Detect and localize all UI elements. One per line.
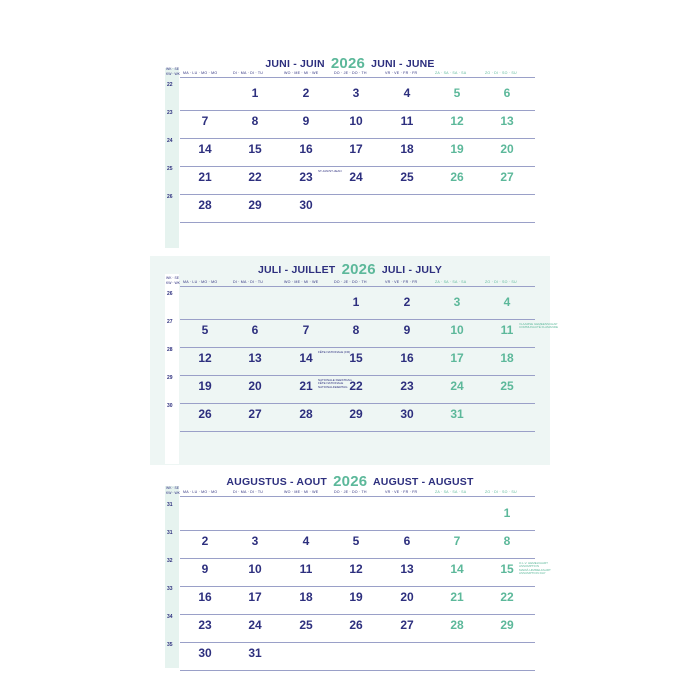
day-cell[interactable]: 10 xyxy=(349,114,363,128)
day-cell[interactable]: 16 xyxy=(198,590,212,604)
day-cell[interactable]: 13 xyxy=(400,562,414,576)
row-divider xyxy=(180,347,535,348)
day-cell[interactable]: 16 xyxy=(400,351,414,365)
row-divider xyxy=(180,586,535,587)
row-divider xyxy=(180,530,535,531)
week-column-header: WK · SE KW · WK xyxy=(166,276,180,285)
week-number: 27 xyxy=(167,319,173,325)
week-row xyxy=(150,403,550,434)
day-cell[interactable]: 7 xyxy=(453,534,461,548)
day-cell[interactable]: 28 xyxy=(299,407,313,421)
day-cell[interactable]: 24 xyxy=(248,618,262,632)
day-cell[interactable]: 20 xyxy=(400,590,414,604)
day-cell[interactable]: 18 xyxy=(500,351,514,365)
week-row xyxy=(150,558,551,589)
row-divider xyxy=(180,614,535,615)
day-cell[interactable]: 14 xyxy=(299,351,313,365)
week-number: 35 xyxy=(167,642,173,648)
header-divider xyxy=(180,496,535,497)
week-column-header: WK · SE KW · WK xyxy=(166,67,180,76)
day-cell[interactable]: 1 xyxy=(352,295,360,309)
week-row xyxy=(150,614,550,645)
day-cell[interactable]: 30 xyxy=(299,198,313,212)
day-cell[interactable]: 30 xyxy=(400,407,414,421)
week-row xyxy=(150,110,550,141)
day-cell[interactable]: 25 xyxy=(400,170,414,184)
week-number: 24 xyxy=(167,138,173,144)
week-number: 31 xyxy=(167,530,173,536)
day-cell[interactable]: 6 xyxy=(251,323,259,337)
row-divider xyxy=(180,194,535,195)
day-cell[interactable]: 26 xyxy=(198,407,212,421)
day-cell[interactable]: 1 xyxy=(251,86,259,100)
day-header: ZO · DI · SO · SU xyxy=(485,71,517,75)
day-cell[interactable]: 3 xyxy=(453,295,461,309)
day-cell[interactable]: 24 xyxy=(349,170,363,184)
day-cell[interactable]: 3 xyxy=(352,86,360,100)
day-header: DO · JE · DO · TH xyxy=(334,71,367,75)
week-row xyxy=(150,642,550,673)
day-cell[interactable]: 4 xyxy=(503,295,511,309)
day-cell[interactable]: 23 xyxy=(400,379,414,393)
holiday-note: NATIONALE FEESTDAG FÊTE NATIONALE NATIONALFEIERTAG xyxy=(318,378,352,389)
row-divider xyxy=(180,319,535,320)
month-title: JUNI - JUIN 2026 JUNI - JUNE xyxy=(265,55,435,72)
row-divider xyxy=(180,403,535,404)
holiday-note: VLAAMSE GEMEENSCHAP COMMUNAUTÉ FLAMANDE xyxy=(519,322,559,330)
day-cell[interactable]: 16 xyxy=(299,142,313,156)
day-cell[interactable]: 20 xyxy=(248,379,262,393)
header-divider xyxy=(180,77,535,78)
day-cell[interactable]: 5 xyxy=(201,323,209,337)
day-cell[interactable]: 8 xyxy=(503,534,511,548)
day-cell[interactable]: 2 xyxy=(201,534,209,548)
day-cell[interactable]: 7 xyxy=(302,323,310,337)
day-cell[interactable]: 22 xyxy=(500,590,514,604)
week-row xyxy=(150,291,550,322)
day-header: WO · ME · MI · WE xyxy=(284,490,319,494)
day-header: VR · VE · FR · FR xyxy=(385,490,418,494)
week-number: 26 xyxy=(167,291,173,297)
day-header: DI · MA · DI · TU xyxy=(233,490,264,494)
day-cell[interactable]: 4 xyxy=(302,534,310,548)
day-cell[interactable]: 14 xyxy=(198,142,212,156)
week-row xyxy=(150,375,550,406)
day-cell[interactable]: 2 xyxy=(403,295,411,309)
week-row xyxy=(150,347,550,378)
day-cell[interactable]: 31 xyxy=(450,407,464,421)
week-row xyxy=(150,166,550,197)
day-cell[interactable]: 26 xyxy=(450,170,464,184)
day-header: DI · MA · DI · TU xyxy=(233,280,264,284)
day-cell[interactable]: 15 xyxy=(500,562,514,576)
week-number: 34 xyxy=(167,614,173,620)
day-cell[interactable]: 30 xyxy=(198,646,212,660)
day-cell[interactable]: 19 xyxy=(349,590,363,604)
day-header: DO · JE · DO · TH xyxy=(334,490,367,494)
day-cell[interactable]: 21 xyxy=(299,379,313,393)
day-cell[interactable]: 25 xyxy=(500,379,514,393)
week-row xyxy=(150,502,550,533)
day-cell[interactable]: 19 xyxy=(198,379,212,393)
holiday-note: ST-JAN/ST-JEAN xyxy=(318,169,342,173)
day-cell[interactable]: 28 xyxy=(450,618,464,632)
week-number: 32 xyxy=(167,558,173,564)
day-header: ZO · DI · SO · SU xyxy=(485,280,517,284)
day-cell[interactable]: 28 xyxy=(198,198,212,212)
day-cell[interactable]: 27 xyxy=(500,170,514,184)
day-cell[interactable]: 14 xyxy=(450,562,464,576)
header-divider xyxy=(180,286,535,287)
day-cell[interactable]: 24 xyxy=(450,379,464,393)
day-cell[interactable]: 8 xyxy=(352,323,360,337)
week-number: 23 xyxy=(167,110,173,116)
day-cell[interactable]: 11 xyxy=(500,323,514,337)
week-row xyxy=(150,319,559,350)
row-divider xyxy=(180,138,535,139)
day-cell[interactable]: 25 xyxy=(299,618,313,632)
week-number: 31 xyxy=(167,502,173,508)
holiday-note: FÊTE NATIONALE (FR) xyxy=(318,350,351,354)
day-cell[interactable]: 15 xyxy=(248,142,262,156)
day-cell[interactable]: 15 xyxy=(349,351,363,365)
day-cell[interactable]: 11 xyxy=(299,562,313,576)
day-header: WO · ME · MI · WE xyxy=(284,280,319,284)
day-cell[interactable]: 13 xyxy=(248,351,262,365)
week-row xyxy=(150,530,550,561)
week-row xyxy=(150,194,550,225)
row-divider xyxy=(180,431,535,432)
week-number: 29 xyxy=(167,375,173,381)
row-divider xyxy=(180,670,535,671)
day-cell[interactable]: 9 xyxy=(403,323,411,337)
month-august xyxy=(150,468,550,668)
month-title: AUGUSTUS - AOUT 2026 AUGUST - AUGUST xyxy=(226,473,474,490)
day-header: ZA · SA · SA · SA xyxy=(435,280,467,284)
week-row xyxy=(150,82,550,113)
day-cell[interactable]: 27 xyxy=(400,618,414,632)
day-cell[interactable]: 11 xyxy=(400,114,414,128)
day-cell[interactable]: 2 xyxy=(302,86,310,100)
day-cell[interactable]: 18 xyxy=(299,590,313,604)
day-cell[interactable]: 9 xyxy=(201,562,209,576)
day-cell[interactable]: 17 xyxy=(450,351,464,365)
day-cell[interactable]: 29 xyxy=(248,198,262,212)
week-number: 33 xyxy=(167,586,173,592)
month-june xyxy=(150,50,550,252)
week-number: 28 xyxy=(167,347,173,353)
week-column-header: WK · SE KW · WK xyxy=(166,486,180,495)
day-cell[interactable]: 12 xyxy=(198,351,212,365)
day-cell[interactable]: 10 xyxy=(450,323,464,337)
day-cell[interactable]: 6 xyxy=(503,86,511,100)
day-cell[interactable]: 5 xyxy=(453,86,461,100)
day-cell[interactable]: 31 xyxy=(248,646,262,660)
day-header: MA · LU · MO · MO xyxy=(183,490,218,494)
day-header: VR · VE · FR · FR xyxy=(385,71,418,75)
day-cell[interactable]: 9 xyxy=(302,114,310,128)
day-header: ZA · SA · SA · SA xyxy=(435,490,467,494)
day-cell[interactable]: 22 xyxy=(248,170,262,184)
day-cell[interactable]: 26 xyxy=(349,618,363,632)
day-cell[interactable]: 21 xyxy=(450,590,464,604)
week-number: 25 xyxy=(167,166,173,172)
month-title: JULI - JUILLET 2026 JULI - JULY xyxy=(257,261,443,278)
week-row xyxy=(150,586,550,617)
day-header: WO · ME · MI · WE xyxy=(284,71,319,75)
day-cell[interactable]: 17 xyxy=(248,590,262,604)
day-header: DO · JE · DO · TH xyxy=(334,280,367,284)
month-july xyxy=(150,256,559,465)
day-cell[interactable]: 18 xyxy=(400,142,414,156)
day-cell[interactable]: 21 xyxy=(198,170,212,184)
day-cell[interactable]: 20 xyxy=(500,142,514,156)
day-header: MA · LU · MO · MO xyxy=(183,71,218,75)
row-divider xyxy=(180,375,535,376)
day-cell[interactable]: 19 xyxy=(450,142,464,156)
day-cell[interactable]: 27 xyxy=(248,407,262,421)
day-header: DI · MA · DI · TU xyxy=(233,71,264,75)
day-cell[interactable]: 23 xyxy=(299,170,313,184)
day-cell[interactable]: 7 xyxy=(201,114,209,128)
day-cell[interactable]: 8 xyxy=(251,114,259,128)
week-number: 22 xyxy=(167,82,173,88)
row-divider xyxy=(180,558,535,559)
day-header: ZA · SA · SA · SA xyxy=(435,71,467,75)
holiday-note: O.L.V. HEMELVAART ASSOMPTION MARIÄ HIMMELFAHRT ASSUMPTION DAY xyxy=(519,561,551,576)
day-cell[interactable]: 17 xyxy=(349,142,363,156)
day-cell[interactable]: 3 xyxy=(251,534,259,548)
day-header: VR · VE · FR · FR xyxy=(385,280,418,284)
week-row xyxy=(150,138,550,169)
day-cell[interactable]: 4 xyxy=(403,86,411,100)
row-divider xyxy=(180,642,535,643)
day-header: ZO · DI · SO · SU xyxy=(485,490,517,494)
row-divider xyxy=(180,110,535,111)
day-header: MA · LU · MO · MO xyxy=(183,280,218,284)
day-cell[interactable]: 12 xyxy=(450,114,464,128)
row-divider xyxy=(180,166,535,167)
day-cell[interactable]: 22 xyxy=(349,379,363,393)
day-cell[interactable]: 23 xyxy=(198,618,212,632)
week-number: 26 xyxy=(167,194,173,200)
day-cell[interactable]: 1 xyxy=(503,506,511,520)
week-number: 30 xyxy=(167,403,173,409)
day-cell[interactable]: 29 xyxy=(500,618,514,632)
day-cell[interactable]: 5 xyxy=(352,534,360,548)
day-cell[interactable]: 6 xyxy=(403,534,411,548)
day-cell[interactable]: 13 xyxy=(500,114,514,128)
row-divider xyxy=(180,222,535,223)
day-cell[interactable]: 10 xyxy=(248,562,262,576)
day-cell[interactable]: 12 xyxy=(349,562,363,576)
day-cell[interactable]: 29 xyxy=(349,407,363,421)
